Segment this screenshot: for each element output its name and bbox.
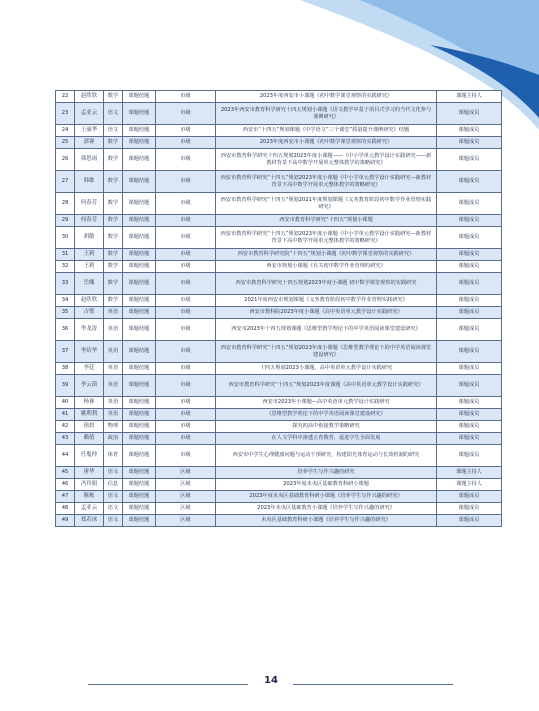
row-number-cell: 22 — [56, 91, 75, 103]
project-title-cell: 西安市教育科学研究院“十四五”规划小课题《初中数学课堂观察的实践研究》 — [216, 249, 437, 261]
member-role-cell: 课题成员 — [437, 261, 502, 273]
project-type-cell: 课题结题 — [123, 503, 156, 515]
subject-cell: 语文 — [104, 467, 123, 479]
footer-rule-left — [88, 684, 248, 685]
member-role-cell: 课题成员 — [437, 363, 502, 375]
project-level-cell: 市级 — [156, 397, 216, 409]
research-projects-table — [55, 90, 502, 527]
subject-cell: 数学 — [104, 171, 123, 193]
project-type-cell: 课题结题 — [123, 375, 156, 397]
table-row — [56, 273, 502, 295]
project-level-cell: 市级 — [156, 149, 216, 171]
row-number-cell: 31 — [56, 249, 75, 261]
row-number-cell: 34 — [56, 295, 75, 307]
subject-cell: 体育 — [104, 445, 123, 467]
row-number-cell: 33 — [56, 273, 75, 295]
subject-cell: 英语 — [104, 409, 123, 421]
teacher-name-cell: 冯玲娟 — [75, 479, 104, 491]
member-role-cell: 课题成员 — [437, 319, 502, 341]
results-table-container — [55, 90, 501, 527]
project-type-cell: 课题结题 — [123, 249, 156, 261]
row-number-cell: 23 — [56, 103, 75, 125]
teacher-name-cell: 李培华 — [75, 341, 104, 363]
row-number-cell: 27 — [56, 171, 75, 193]
project-level-cell: 市级 — [156, 125, 216, 137]
project-type-cell: 课题结题 — [123, 137, 156, 149]
table-row — [56, 91, 502, 103]
project-type-cell: 课题结题 — [123, 149, 156, 171]
project-level-cell: 市级 — [156, 341, 216, 363]
teacher-name-cell: 王莉 — [75, 261, 104, 273]
project-type-cell: 课题结题 — [123, 103, 156, 125]
subject-cell: 数学 — [104, 249, 123, 261]
teacher-name-cell: 何春芳 — [75, 193, 104, 215]
member-role-cell: 课题成员 — [437, 503, 502, 515]
project-title-cell: 2023年未央区基础教育小课题《培养学生写作兴趣的研究》 — [216, 503, 437, 515]
row-number-cell: 45 — [56, 467, 75, 479]
project-level-cell: 市级 — [156, 307, 216, 319]
row-number-cell: 44 — [56, 445, 75, 467]
teacher-name-cell: 杨睿 — [75, 397, 104, 409]
project-title-cell: 2023年度未央区基础教育科研小课题《培养学生写作兴趣的研究》 — [216, 491, 437, 503]
table-row — [56, 103, 502, 125]
project-title-cell: 培养学生写作兴趣的研究 — [216, 467, 437, 479]
teacher-name-cell: 唐华 — [75, 467, 104, 479]
teacher-name-cell: 任胤仲 — [75, 445, 104, 467]
project-title-cell: 西安市教育科学研究“十四五”规划2023年度小课题《中小学单元教学设计实践研究—新教材背景下高中数学开展单元整体教学的策略研究》 — [216, 171, 437, 193]
subject-cell: 语文 — [104, 103, 123, 125]
member-role-cell: 课题成员 — [437, 171, 502, 193]
row-number-cell: 43 — [56, 433, 75, 445]
teacher-name-cell: 孟亚云 — [75, 103, 104, 125]
member-role-cell: 课题成员 — [437, 341, 502, 363]
project-level-cell: 市级 — [156, 261, 216, 273]
subject-cell: 英语 — [104, 363, 123, 375]
subject-cell: 数学 — [104, 261, 123, 273]
teacher-name-cell: 赵欣欣 — [75, 91, 104, 103]
subject-cell: 语文 — [104, 125, 123, 137]
table-row — [56, 193, 502, 215]
row-number-cell: 30 — [56, 227, 75, 249]
project-title-cell: 2023年度西安市小课题《初中数学课堂观察的实践研究》 — [216, 91, 437, 103]
row-number-cell: 47 — [56, 491, 75, 503]
member-role-cell: 课题主持人 — [437, 91, 502, 103]
table-row — [56, 433, 502, 445]
member-role-cell: 课题成员 — [437, 137, 502, 149]
project-title-cell: 未央区基础教育科研小课题《培养学生写作兴趣的研究》 — [216, 515, 437, 527]
row-number-cell: 35 — [56, 307, 75, 319]
project-level-cell: 市级 — [156, 295, 216, 307]
project-level-cell: 区级 — [156, 467, 216, 479]
project-title-cell: 《思维型教学理论下的中学英语阅读课堂建设研究》 — [216, 409, 437, 421]
project-title-cell: 西安市教育科学研究十四五规划2023年度小课题——《中小学单元教学设计实践研究——新教材背景下高中数学开展单元整体教学的策略研究》 — [216, 149, 437, 171]
subject-cell: 数学 — [104, 215, 123, 227]
project-type-cell: 课题结题 — [123, 433, 156, 445]
project-level-cell: 市级 — [156, 363, 216, 375]
project-type-cell: 课题结题 — [123, 215, 156, 227]
table-row — [56, 307, 502, 319]
teacher-name-cell: 李龙涛 — [75, 319, 104, 341]
subject-cell: 数学 — [104, 91, 123, 103]
subject-cell: 数学 — [104, 273, 123, 295]
project-type-cell: 课题结题 — [123, 445, 156, 467]
project-title-cell: 西安市2023年十四五规划课题《思维型教学理论下的中学英语阅读课堂建设研究》 — [216, 319, 437, 341]
table-row — [56, 503, 502, 515]
project-level-cell: 市级 — [156, 375, 216, 397]
member-role-cell: 课题成员 — [437, 149, 502, 171]
row-number-cell: 39 — [56, 375, 75, 397]
table-row — [56, 261, 502, 273]
row-number-cell: 46 — [56, 479, 75, 491]
table-row — [56, 171, 502, 193]
subject-cell: 英语 — [104, 319, 123, 341]
member-role-cell: 课题主持人 — [437, 479, 502, 491]
teacher-name-cell: 何春芳 — [75, 215, 104, 227]
row-number-cell: 26 — [56, 149, 75, 171]
teacher-name-cell: 赖倩 — [75, 433, 104, 445]
subject-cell: 英语 — [104, 341, 123, 363]
table-row — [56, 137, 502, 149]
member-role-cell: 课题成员 — [437, 249, 502, 261]
member-role-cell: 课题成员 — [437, 125, 502, 137]
project-type-cell: 课题结题 — [123, 193, 156, 215]
project-type-cell: 课题结题 — [123, 409, 156, 421]
row-number-cell: 25 — [56, 137, 75, 149]
subject-cell: 数学 — [104, 295, 123, 307]
table-row — [56, 515, 502, 527]
table-row — [56, 467, 502, 479]
project-title-cell: 西安市规划小课题《有关初中数学作业管理的研究》 — [216, 261, 437, 273]
row-number-cell: 36 — [56, 319, 75, 341]
project-level-cell: 市级 — [156, 249, 216, 261]
table-row — [56, 445, 502, 467]
project-title-cell: 西安市教科院2023年度小课题《高中英语单元教学设计实践研究》 — [216, 307, 437, 319]
project-title-cell: 西安市教育科学研究“十四五”规划2023年度小课题《思维型教学理论下的中学英语阅读课堂建设研究》 — [216, 341, 437, 363]
member-role-cell: 课题成员 — [437, 215, 502, 227]
project-level-cell: 市级 — [156, 103, 216, 125]
project-level-cell: 市级 — [156, 409, 216, 421]
row-number-cell: 38 — [56, 363, 75, 375]
row-number-cell: 29 — [56, 215, 75, 227]
project-level-cell: 区级 — [156, 479, 216, 491]
project-title-cell: 2021年度西安市规划课题《义务教育阶段初中数学作业管理实践研究》 — [216, 295, 437, 307]
member-role-cell: 课题成员 — [437, 445, 502, 467]
table-row — [56, 215, 502, 227]
project-title-cell: 西安市教育科学研究“十四五”规划2021年度规划课题《义务教育阶段初中数学作业管理实践研究》 — [216, 193, 437, 215]
project-level-cell: 市级 — [156, 445, 216, 467]
project-type-cell: 课题结题 — [123, 319, 156, 341]
project-type-cell: 课题结题 — [123, 227, 156, 249]
subject-cell: 语文 — [104, 491, 123, 503]
subject-cell: 语文 — [104, 503, 123, 515]
subject-cell: 数学 — [104, 193, 123, 215]
member-role-cell: 课题成员 — [437, 421, 502, 433]
project-title-cell: 西安市教育科学研究“十四五”规划2023年度小课题《中小学单元教学设计实践研究—新教材背景下高中数学开展单元整体教学的策略研究》 — [216, 227, 437, 249]
subject-cell: 英语 — [104, 375, 123, 397]
project-level-cell: 市级 — [156, 171, 216, 193]
project-title-cell: 西安市2023年小课题—高中英语单元教学设计实践研究 — [216, 397, 437, 409]
teacher-name-cell: 古璧 — [75, 307, 104, 319]
teacher-name-cell: 岳娜 — [75, 273, 104, 295]
table-row — [56, 341, 502, 363]
project-level-cell: 区级 — [156, 503, 216, 515]
subject-cell: 英语 — [104, 307, 123, 319]
project-type-cell: 课题结题 — [123, 125, 156, 137]
teacher-name-cell: 王丽华 — [75, 125, 104, 137]
teacher-name-cell: 李廷 — [75, 363, 104, 375]
member-role-cell: 课题成员 — [437, 433, 502, 445]
table-row — [56, 363, 502, 375]
row-number-cell: 41 — [56, 409, 75, 421]
project-title-cell: 十四五规划2023小课题，高中英语单元教学设计实践研究 — [216, 363, 437, 375]
member-role-cell: 课题成员 — [437, 273, 502, 295]
footer-rule-right — [293, 684, 453, 685]
row-number-cell: 32 — [56, 261, 75, 273]
member-role-cell: 课题成员 — [437, 375, 502, 397]
project-title-cell: 西安市中学生心理健康问题与运动干预研究、构建阳光体育运动与长效机制的研究 — [216, 445, 437, 467]
table-row — [56, 249, 502, 261]
page-footer — [0, 674, 539, 698]
member-role-cell: 课题成员 — [437, 397, 502, 409]
row-number-cell: 40 — [56, 397, 75, 409]
teacher-name-cell: 郭睿 — [75, 137, 104, 149]
member-role-cell: 课题成员 — [437, 227, 502, 249]
subject-cell: 数学 — [104, 149, 123, 171]
project-type-cell: 课题结题 — [123, 295, 156, 307]
table-row — [56, 375, 502, 397]
row-number-cell: 28 — [56, 193, 75, 215]
table-row — [56, 397, 502, 409]
project-title-cell: 西安市教育科学研究“十四五”规划2023年度课题《高中英语单元教学设计实践研究》 — [216, 375, 437, 397]
member-role-cell: 课题成员 — [437, 193, 502, 215]
project-type-cell: 课题结题 — [123, 479, 156, 491]
table-row — [56, 295, 502, 307]
member-role-cell: 课题成员 — [437, 409, 502, 421]
teacher-name-cell: 王莉 — [75, 249, 104, 261]
table-row — [56, 421, 502, 433]
teacher-name-cell: 徐晨 — [75, 421, 104, 433]
teacher-name-cell: 陈栋 — [75, 491, 104, 503]
project-title-cell: 探究初高中衔接教学策略研究 — [216, 421, 437, 433]
subject-cell: 英语 — [104, 397, 123, 409]
project-type-cell: 课题结题 — [123, 515, 156, 527]
project-level-cell: 市级 — [156, 137, 216, 149]
member-role-cell: 课题主持人 — [437, 467, 502, 479]
teacher-name-cell: 郑若冰 — [75, 515, 104, 527]
project-level-cell: 市级 — [156, 273, 216, 295]
project-level-cell: 市级 — [156, 215, 216, 227]
project-level-cell: 市级 — [156, 91, 216, 103]
project-level-cell: 市级 — [156, 433, 216, 445]
project-title-cell: 西安市“十四五”规划课题《中学语文“三个课堂”质量提升课例研究》结题 — [216, 125, 437, 137]
table-row — [56, 227, 502, 249]
subject-cell: 语文 — [104, 515, 123, 527]
table-row — [56, 319, 502, 341]
row-number-cell: 49 — [56, 515, 75, 527]
project-title-cell: 西安市教育科学研究“十四五”规划小课题 — [216, 215, 437, 227]
row-number-cell: 48 — [56, 503, 75, 515]
teacher-name-cell: 胡敏 — [75, 227, 104, 249]
table-row — [56, 409, 502, 421]
project-title-cell: 在人文学科中渗透五育教育，促进学生全面发展 — [216, 433, 437, 445]
project-title-cell: 2023年度西安市小课题《初中数学课堂观察的实践研究》 — [216, 137, 437, 149]
project-title-cell: 2023年度未央区基础教育科研小课题 — [216, 479, 437, 491]
project-level-cell: 市级 — [156, 319, 216, 341]
project-level-cell: 市级 — [156, 193, 216, 215]
teacher-name-cell: 姚利利 — [75, 409, 104, 421]
row-number-cell: 24 — [56, 125, 75, 137]
project-type-cell: 课题结题 — [123, 397, 156, 409]
table-row — [56, 125, 502, 137]
member-role-cell: 课题成员 — [437, 295, 502, 307]
project-type-cell: 课题结题 — [123, 467, 156, 479]
project-title-cell: 2023年西安市教育科学研究十四五规划小课题《语文教学中基于项目式学习的当代文化参与课例研究》 — [216, 103, 437, 125]
subject-cell: 数学 — [104, 137, 123, 149]
teacher-name-cell: 韩思雨 — [75, 149, 104, 171]
project-level-cell: 区级 — [156, 491, 216, 503]
project-title-cell: 西安市教育科学研究十四五规划2023年度小课题 初中数学课堂观察的实践研究 — [216, 273, 437, 295]
table-row — [56, 149, 502, 171]
subject-cell: 数学 — [104, 227, 123, 249]
member-role-cell: 课题成员 — [437, 307, 502, 319]
member-role-cell: 课题成员 — [437, 515, 502, 527]
teacher-name-cell: 李云茵 — [75, 375, 104, 397]
project-type-cell: 课题结题 — [123, 91, 156, 103]
project-type-cell: 课题结题 — [123, 421, 156, 433]
project-type-cell: 课题结题 — [123, 363, 156, 375]
row-number-cell: 37 — [56, 341, 75, 363]
project-level-cell: 区级 — [156, 515, 216, 527]
project-level-cell: 市级 — [156, 227, 216, 249]
project-type-cell: 课题结题 — [123, 341, 156, 363]
subject-cell: 信息 — [104, 479, 123, 491]
teacher-name-cell: 孟亚云 — [75, 503, 104, 515]
row-number-cell: 42 — [56, 421, 75, 433]
project-type-cell: 课题结题 — [123, 273, 156, 295]
project-type-cell: 课题结题 — [123, 491, 156, 503]
teacher-name-cell: 赵欣欣 — [75, 295, 104, 307]
project-level-cell: 市级 — [156, 421, 216, 433]
table-row — [56, 491, 502, 503]
subject-cell: 政治 — [104, 433, 123, 445]
teacher-name-cell: 韩维 — [75, 171, 104, 193]
member-role-cell: 课题成员 — [437, 491, 502, 503]
member-role-cell: 课题成员 — [437, 103, 502, 125]
project-type-cell: 课题结题 — [123, 171, 156, 193]
subject-cell: 物理 — [104, 421, 123, 433]
project-type-cell: 课题结题 — [123, 307, 156, 319]
project-type-cell: 课题结题 — [123, 261, 156, 273]
table-row — [56, 479, 502, 491]
page-number: 14 — [264, 675, 278, 686]
